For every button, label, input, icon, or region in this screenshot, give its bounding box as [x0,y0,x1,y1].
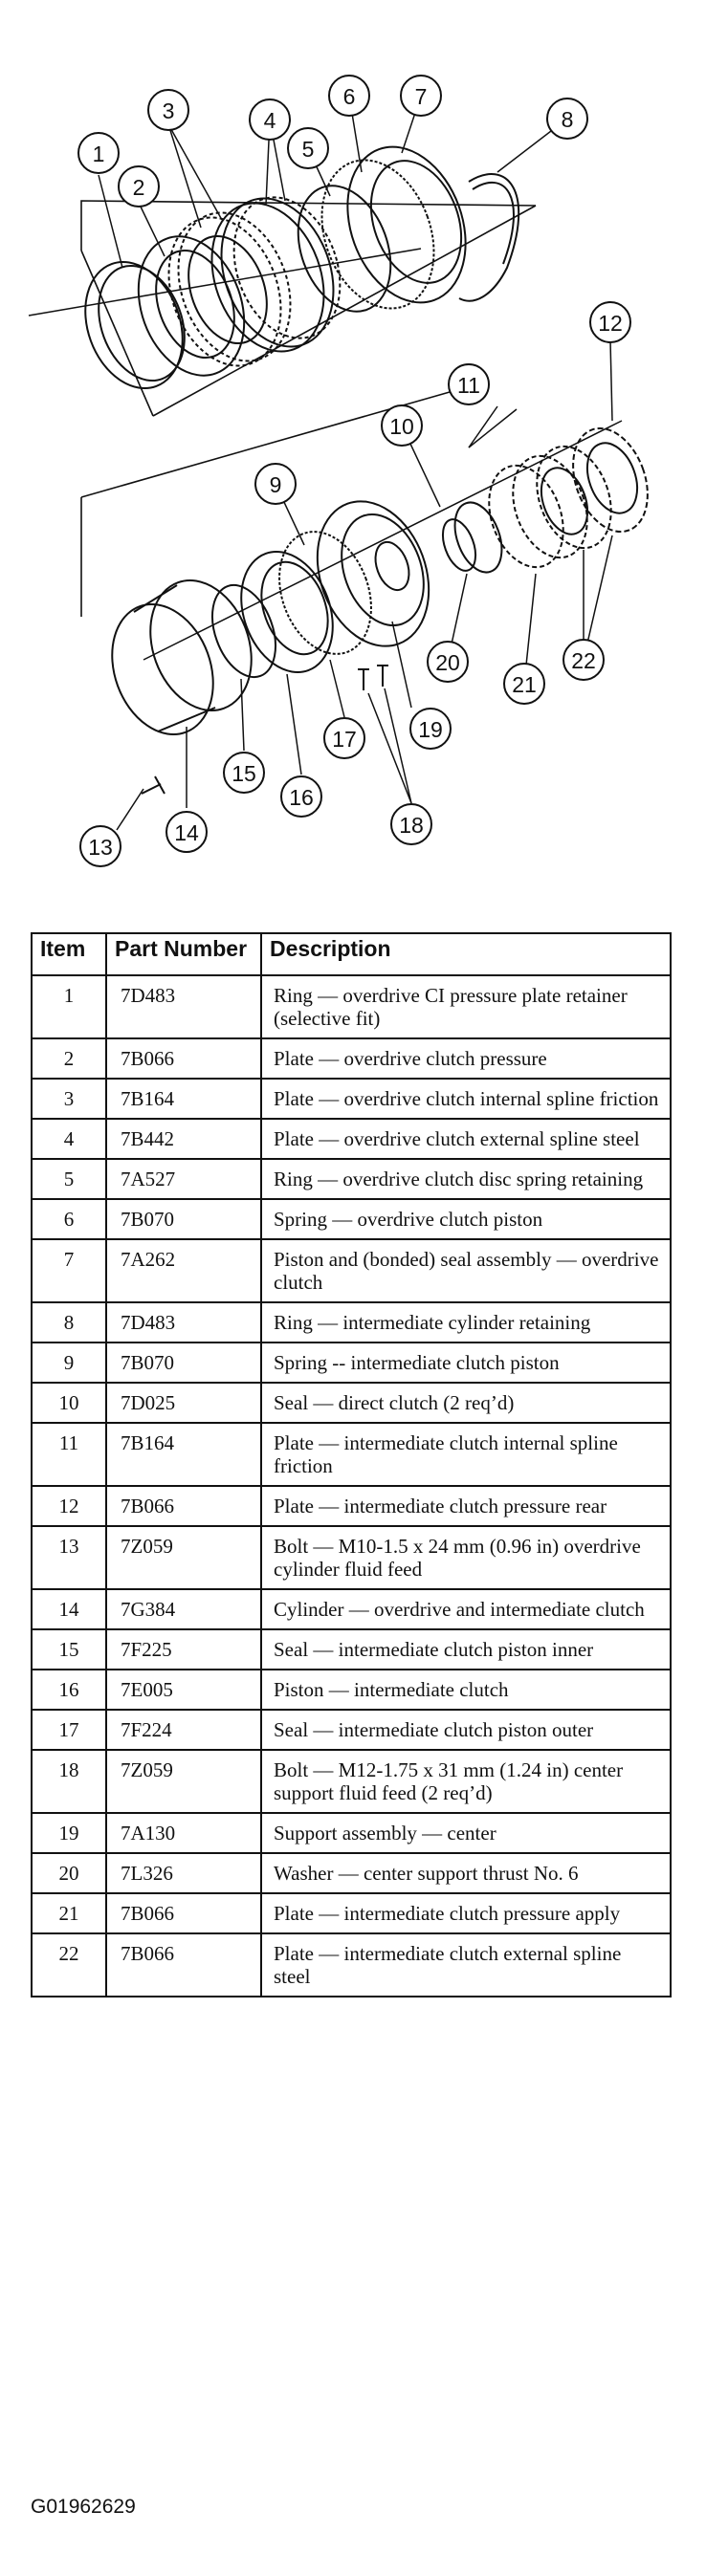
part-number-cell: 7B070 [106,1199,261,1239]
table-row [32,1239,671,1302]
table-row [32,1486,671,1526]
table-row [32,1343,671,1383]
item-cell: 21 [32,1893,106,1933]
svg-text:13: 13 [88,835,113,860]
svg-text:5: 5 [301,137,315,162]
callout-19 [410,709,451,749]
item-cell: 1 [32,975,106,1038]
svg-text:14: 14 [174,820,199,845]
callout-2 [119,166,159,207]
callout-22 [563,640,604,680]
item-cell: 13 [32,1526,106,1589]
table-row [32,1383,671,1423]
table-row [32,1853,671,1893]
part-number-cell: 7A262 [106,1239,261,1302]
table-header-row [32,933,671,975]
description-cell: Spring -- intermediate clutch piston [261,1343,671,1383]
part-number-cell: 7Z059 [106,1526,261,1589]
table-row [32,1526,671,1589]
svg-text:3: 3 [162,98,175,123]
part-number-cell: 7B066 [106,1486,261,1526]
table-row [32,1589,671,1629]
table-row [32,1750,671,1813]
callout-12 [590,302,630,342]
svg-text:6: 6 [342,84,356,109]
svg-text:18: 18 [399,813,424,838]
callout-8 [547,98,587,139]
item-cell: 4 [32,1119,106,1159]
callout-13 [80,826,121,866]
item-cell: 14 [32,1589,106,1629]
item-cell: 11 [32,1423,106,1486]
description-cell: Plate — intermediate clutch pressure rear [261,1486,671,1526]
table-row [32,1199,671,1239]
item-cell: 15 [32,1629,106,1670]
svg-text:8: 8 [561,107,574,132]
description-cell: Plate — overdrive clutch external spline steel [261,1119,671,1159]
table-row [32,975,671,1038]
table-row [32,1670,671,1710]
part-number-cell: 7A527 [106,1159,261,1199]
description-cell: Seal — intermediate clutch piston outer [261,1710,671,1750]
item-cell: 17 [32,1710,106,1750]
description-cell: Ring — overdrive CI pressure plate retainer (selective fit) [261,975,671,1038]
svg-text:17: 17 [332,727,357,752]
callout-17 [324,718,364,758]
part-number-cell: 7L326 [106,1853,261,1893]
part-number-cell: 7F224 [106,1710,261,1750]
description-cell: Plate — overdrive clutch internal spline friction [261,1079,671,1119]
description-cell: Washer — center support thrust No. 6 [261,1853,671,1893]
item-cell: 6 [32,1199,106,1239]
callout-20 [428,642,468,682]
description-cell: Plate — intermediate clutch internal spline friction [261,1423,671,1486]
svg-text:12: 12 [598,311,623,336]
header-description: Description [261,933,671,975]
item-cell: 22 [32,1933,106,1997]
svg-text:1: 1 [92,142,105,166]
svg-text:20: 20 [435,650,460,675]
item-cell: 20 [32,1853,106,1893]
part-number-cell: 7D483 [106,975,261,1038]
item-cell: 8 [32,1302,106,1343]
table-row [32,1302,671,1343]
svg-text:15: 15 [232,761,256,786]
svg-text:11: 11 [457,373,480,398]
description-cell: Ring — overdrive clutch disc spring retaining [261,1159,671,1199]
header-item: Item [32,933,106,975]
description-cell: Bolt — M10-1.5 x 24 mm (0.96 in) overdrive cylinder fluid feed [261,1526,671,1589]
lower-clutch-assembly [95,418,661,794]
description-cell: Plate — intermediate clutch pressure apply [261,1893,671,1933]
part-number-cell: 7B164 [106,1423,261,1486]
callout-18 [391,804,431,844]
callout-3 [148,90,188,130]
part-number-cell: 7B442 [106,1119,261,1159]
table-row [32,1159,671,1199]
callout-6 [329,76,369,116]
parts-list-table [31,932,672,1997]
part-number-cell: 7B066 [106,1893,261,1933]
part-number-cell: 7A130 [106,1813,261,1853]
callout-7 [401,76,441,116]
description-cell: Ring — intermediate cylinder retaining [261,1302,671,1343]
part-number-cell: 7B066 [106,1933,261,1997]
description-cell: Piston — intermediate clutch [261,1670,671,1710]
svg-text:2: 2 [132,175,145,200]
callout-16 [281,776,321,817]
svg-text:4: 4 [263,108,276,133]
item-cell: 3 [32,1079,106,1119]
item-cell: 10 [32,1383,106,1423]
part-number-cell: 7E005 [106,1670,261,1710]
svg-text:9: 9 [269,472,282,497]
part-number-cell: 7Z059 [106,1750,261,1813]
item-cell: 2 [32,1038,106,1079]
table-row [32,1933,671,1997]
table-row [32,1038,671,1079]
svg-text:21: 21 [512,672,537,697]
table-row [32,1813,671,1853]
part-number-cell: 7F225 [106,1629,261,1670]
figure-id: G01962629 [31,2496,136,2518]
header-part-number: Part Number [106,933,261,975]
callout-5 [288,128,328,168]
description-cell: Support assembly — center [261,1813,671,1853]
callout-10 [382,405,422,446]
item-cell: 12 [32,1486,106,1526]
part-number-cell: 7B164 [106,1079,261,1119]
description-cell: Plate — intermediate clutch external spline steel [261,1933,671,1997]
item-cell: 5 [32,1159,106,1199]
item-cell: 16 [32,1670,106,1710]
part-number-cell: 7B066 [106,1038,261,1079]
table-row [32,1710,671,1750]
item-cell: 7 [32,1239,106,1302]
callout-1 [78,133,119,173]
callout-21 [504,664,544,704]
svg-text:19: 19 [418,717,443,742]
table-row [32,1119,671,1159]
callout-9 [255,464,296,504]
callout-11 [449,364,489,404]
svg-text:7: 7 [414,84,428,109]
exploded-parts-diagram [0,0,706,880]
svg-text:22: 22 [571,648,596,673]
description-cell: Seal — intermediate clutch piston inner [261,1629,671,1670]
description-cell: Spring — overdrive clutch piston [261,1199,671,1239]
description-cell: Bolt — M12-1.75 x 31 mm (1.24 in) center support fluid feed (2 req’d) [261,1750,671,1813]
item-cell: 18 [32,1750,106,1813]
part-number-cell: 7B070 [106,1343,261,1383]
part-number-cell: 7D483 [106,1302,261,1343]
svg-text:10: 10 [389,414,414,439]
part-number-cell: 7D025 [106,1383,261,1423]
table-row [32,1079,671,1119]
part-number-cell: 7G384 [106,1589,261,1629]
callout-14 [166,812,207,852]
description-cell: Piston and (bonded) seal assembly — overdrive clutch [261,1239,671,1302]
description-cell: Plate — overdrive clutch pressure [261,1038,671,1079]
svg-text:16: 16 [289,785,314,810]
description-cell: Seal — direct clutch (2 req’d) [261,1383,671,1423]
table-row [32,1893,671,1933]
callout-15 [224,753,264,793]
item-cell: 19 [32,1813,106,1853]
description-cell: Cylinder — overdrive and intermediate clutch [261,1589,671,1629]
item-cell: 9 [32,1343,106,1383]
table-row [32,1629,671,1670]
table-row [32,1423,671,1486]
callout-4 [250,99,290,140]
